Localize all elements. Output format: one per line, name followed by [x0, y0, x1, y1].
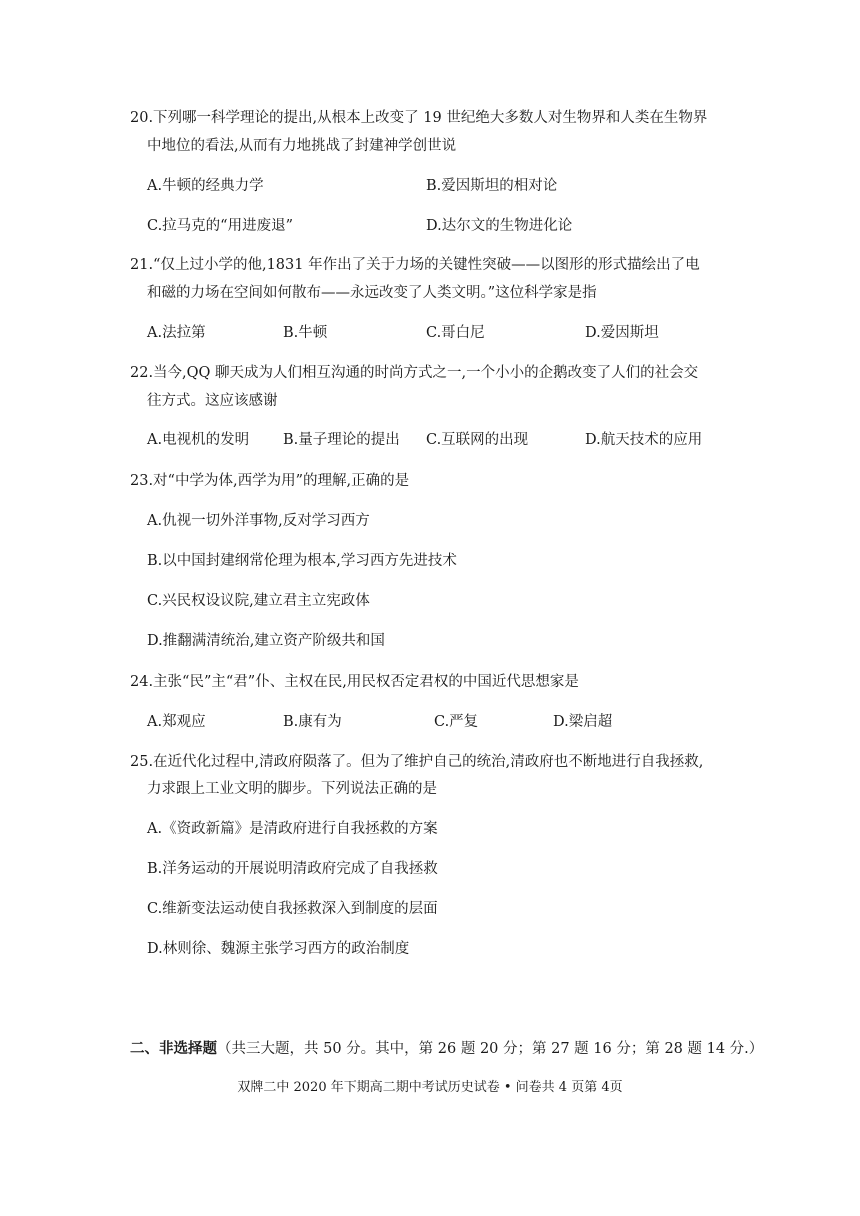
- q23-option-c: C.兴民权设议院,建立君主立宪政体: [147, 593, 370, 609]
- q22-option-a: A.电视机的发明: [147, 432, 250, 448]
- section-note: （共三大题，共 50 分。其中，第 26 题 20 分；第 27 题 16 分；第 28 题 14 分.）: [217, 1041, 764, 1057]
- q23-option-b: B.以中国封建纲常伦理为根本,学习西方先进技术: [147, 553, 457, 569]
- q22-option-c: C.互联网的出现: [426, 432, 529, 448]
- q21-option-c: C.哥白尼: [426, 325, 485, 341]
- q25-stem-line2: 力求跟上工业文明的脚步。下列说法正确的是: [147, 781, 437, 797]
- q20-stem-line2: 中地位的看法,从而有力地挑战了封建神学创世说: [147, 138, 457, 154]
- q20-stem-line1: 20.下列哪一科学理论的提出,从根本上改变了 19 世纪绝大多数人对生物界和人类在生物界: [130, 110, 708, 126]
- q24-stem: 24.主张“民”主“君”仆、主权在民,用民权否定君权的中国近代思想家是: [130, 674, 579, 690]
- q21-stem-line2: 和磁的力场在空间如何散布——永远改变了人类文明。”这位科学家是指: [147, 285, 597, 301]
- q25-stem-line1: 25.在近代化过程中,清政府陨落了。但为了维护自己的统治,清政府也不断地进行自我拯救,: [130, 754, 704, 770]
- q25-option-c: C.维新变法运动使自我拯救深入到制度的层面: [147, 901, 438, 917]
- q22-option-b: B.量子理论的提出: [283, 432, 400, 448]
- section-heading: [130, 1037, 763, 1058]
- q25-option-a: A.《资政新篇》是清政府进行自我拯救的方案: [147, 821, 438, 837]
- section-title: 二、非选择题: [130, 1041, 217, 1057]
- q23-stem: 23.对“中学为体,西学为用”的理解,正确的是: [130, 473, 410, 489]
- q21-option-a: A.法拉第: [147, 325, 206, 341]
- page-footer: 双牌二中 2020 年下期高二期中考试历史试卷 • 问卷共 4 页第 4页: [237, 1080, 623, 1095]
- q20-option-d: D.达尔文的生物进化论: [426, 218, 573, 234]
- q24-option-b: B.康有为: [283, 714, 342, 730]
- q20-option-a: A.牛顿的经典力学: [147, 178, 264, 194]
- q25-option-d: D.林则徐、魏源主张学习西方的政治制度: [147, 941, 410, 957]
- q21-option-b: B.牛顿: [283, 325, 328, 341]
- q22-option-d: D.航天技术的应用: [585, 432, 703, 448]
- q24-option-a: A.郑观应: [147, 714, 206, 730]
- q23-option-d: D.推翻满清统治,建立资产阶级共和国: [147, 633, 385, 649]
- q20-option-c: C.拉马克的“用进废退”: [147, 218, 294, 234]
- q23-option-a: A.仇视一切外洋事物,反对学习西方: [147, 513, 370, 529]
- q21-option-d: D.爱因斯坦: [585, 325, 659, 341]
- q22-stem-line1: 22.当今,QQ 聊天成为人们相互沟通的时尚方式之一,一个小小的企鹅改变了人们的社会交: [130, 365, 699, 381]
- q24-option-d: D.梁启超: [553, 714, 613, 730]
- q20-option-b: B.爱因斯坦的相对论: [426, 178, 558, 194]
- q24-option-c: C.严复: [434, 714, 479, 730]
- q22-stem-line2: 往方式。这应该感谢: [147, 393, 278, 409]
- q25-option-b: B.洋务运动的开展说明清政府完成了自我拯救: [147, 861, 438, 877]
- q21-stem-line1: 21.“仅上过小学的他,1831 年作出了关于力场的关键性突破——以图形的形式描绘出了电: [130, 257, 700, 273]
